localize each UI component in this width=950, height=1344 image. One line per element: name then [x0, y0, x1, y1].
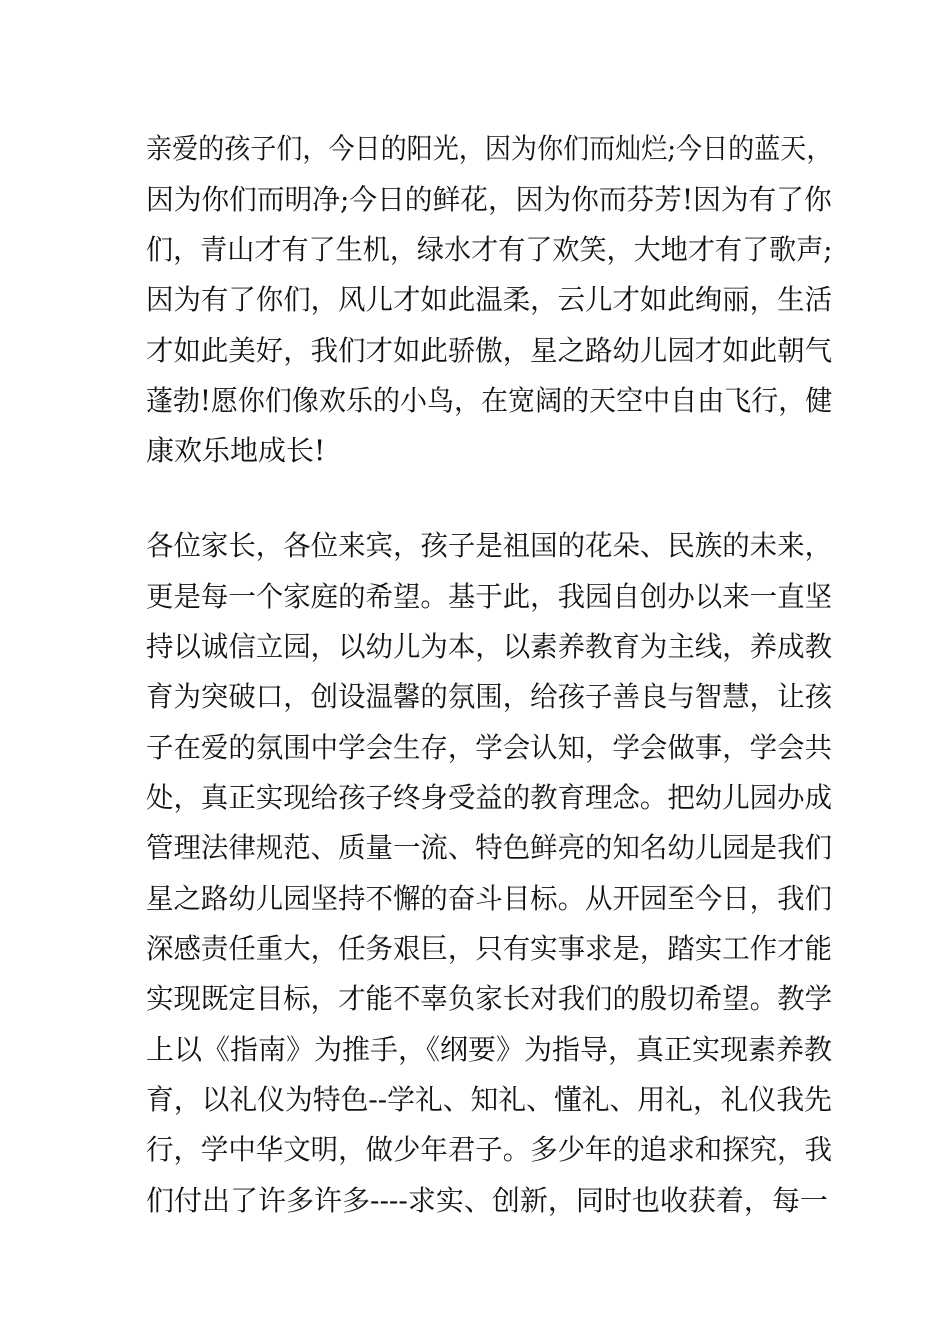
- text-line: 星之路幼儿园坚持不懈的奋斗目标。从开园至今日，我们: [146, 882, 833, 915]
- text-line: 蓬勃!愿你们像欢乐的小鸟，在宽阔的天空中自由飞行，健: [146, 384, 833, 417]
- text-line: 康欢乐地成长!: [146, 434, 326, 467]
- text-line: 处，真正实现给孩子终身受益的教育理念。把幼儿园办成: [146, 781, 833, 814]
- text-line: 们付出了许多许多----求实、创新，同时也收获着，每一: [146, 1184, 828, 1217]
- text-line: 因为有了你们，风儿才如此温柔，云儿才如此绚丽，生活: [146, 283, 833, 316]
- text-line: 持以诚信立园，以幼儿为本，以素养教育为主线，养成教: [146, 630, 833, 663]
- text-line: 们，青山才有了生机，绿水才有了欢笑，大地才有了歌声;: [146, 233, 833, 266]
- text-line: 子在爱的氛围中学会生存，学会认知，学会做事，学会共: [146, 731, 833, 764]
- text-line: 各位家长，各位来宾，孩子是祖国的花朵、民族的未来，: [146, 529, 833, 562]
- text-line: 因为你们而明净;今日的鲜花，因为你而芬芳!因为有了你: [146, 183, 832, 216]
- text-line: 育为突破口，创设温馨的氛围，给孩子善良与智慧，让孩: [146, 680, 833, 713]
- text-line: 行，学中华文明，做少年君子。多少年的追求和探究，我: [146, 1133, 833, 1166]
- text-line: 育，以礼仪为特色--学礼、知礼、懂礼、用礼，礼仪我先: [146, 1083, 832, 1116]
- text-line: 才如此美好，我们才如此骄傲，星之路幼儿园才如此朝气: [146, 334, 833, 367]
- text-line: 深感责任重大，任务艰巨，只有实事求是，踏实工作才能: [146, 932, 833, 965]
- text-line: 上以《指南》为推手，《纲要》为指导，真正实现素养教: [146, 1033, 833, 1066]
- text-line: 实现既定目标，才能不辜负家长对我们的殷切希望。教学: [146, 982, 833, 1015]
- text-line: 亲爱的孩子们，今日的阳光，因为你们而灿烂;今日的蓝天，: [146, 132, 833, 165]
- text-line: 更是每一个家庭的希望。基于此，我园自创办以来一直坚: [146, 580, 833, 613]
- text-line: 管理法律规范、质量一流、特色鲜亮的知名幼儿园是我们: [146, 831, 833, 864]
